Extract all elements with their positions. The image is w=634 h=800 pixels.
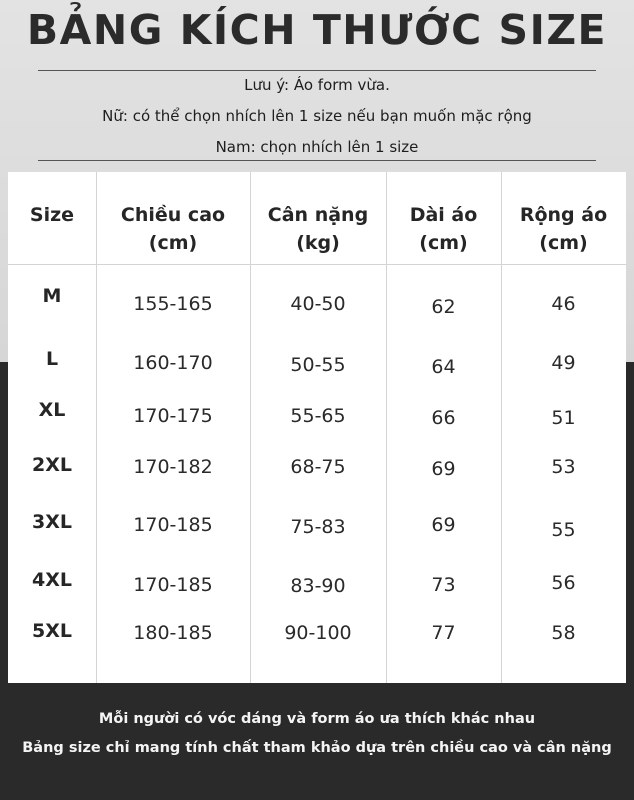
row-weight: 68-75 — [290, 456, 346, 478]
header-weight-unit: (kg) — [296, 232, 340, 254]
row-height: 180-185 — [133, 622, 213, 644]
header-width: Rộng áo — [519, 204, 608, 226]
row-length: 62 — [431, 296, 456, 318]
row-weight: 75-83 — [290, 516, 346, 538]
note-fit: Lưu ý: Áo form vừa. — [244, 76, 390, 94]
row-weight: 50-55 — [290, 354, 346, 376]
row-size: 2XL — [32, 454, 72, 476]
row-weight: 90-100 — [284, 622, 352, 644]
row-size: XL — [38, 399, 66, 421]
row-width: 58 — [551, 622, 576, 644]
row-length: 77 — [431, 622, 456, 644]
row-size: L — [45, 348, 59, 370]
row-height: 170-182 — [133, 456, 213, 478]
row-length: 64 — [431, 356, 456, 378]
row-height: 170-185 — [133, 514, 213, 536]
row-weight: 55-65 — [290, 405, 346, 427]
footer-note-body: Mỗi người có vóc dáng và form áo ưa thích khác nhau — [98, 711, 536, 727]
row-width: 49 — [551, 352, 576, 374]
note-men: Nam: chọn nhích lên 1 size — [215, 138, 419, 156]
header-weight: Cân nặng — [267, 204, 369, 226]
header-length-unit: (cm) — [419, 232, 468, 254]
page-title: BẢNG KÍCH THƯỚC SIZE — [26, 6, 608, 54]
row-length: 69 — [431, 514, 456, 536]
row-length: 73 — [431, 574, 456, 596]
row-height: 170-175 — [133, 405, 213, 427]
row-size: 5XL — [32, 620, 72, 642]
header-height: Chiều cao — [120, 204, 226, 226]
row-width: 56 — [551, 572, 576, 594]
row-height: 160-170 — [133, 352, 213, 374]
row-height: 170-185 — [133, 574, 213, 596]
row-size: 3XL — [32, 511, 72, 533]
divider-top — [38, 70, 596, 71]
footer-note-reference: Bảng size chỉ mang tính chất tham khảo dựa trên chiều cao và cân nặng — [22, 740, 612, 756]
row-weight: 83-90 — [290, 575, 346, 597]
row-length: 66 — [431, 407, 456, 429]
header-height-unit: (cm) — [148, 232, 198, 254]
row-weight: 40-50 — [290, 293, 346, 315]
row-width: 53 — [551, 456, 576, 478]
size-table — [8, 172, 626, 683]
note-women: Nữ: có thể chọn nhích lên 1 size nếu bạn muốn mặc rộng — [102, 107, 532, 125]
row-width: 55 — [551, 519, 576, 541]
row-width: 46 — [551, 293, 576, 315]
header-width-unit: (cm) — [539, 232, 588, 254]
header-size: Size — [29, 204, 75, 226]
row-height: 155-165 — [133, 293, 213, 315]
row-size: 4XL — [32, 569, 72, 591]
row-length: 69 — [431, 458, 456, 480]
header-divider — [8, 264, 626, 265]
divider-bottom — [38, 160, 596, 161]
row-size: M — [42, 285, 62, 307]
header-length: Dài áo — [409, 204, 478, 226]
row-width: 51 — [551, 407, 576, 429]
